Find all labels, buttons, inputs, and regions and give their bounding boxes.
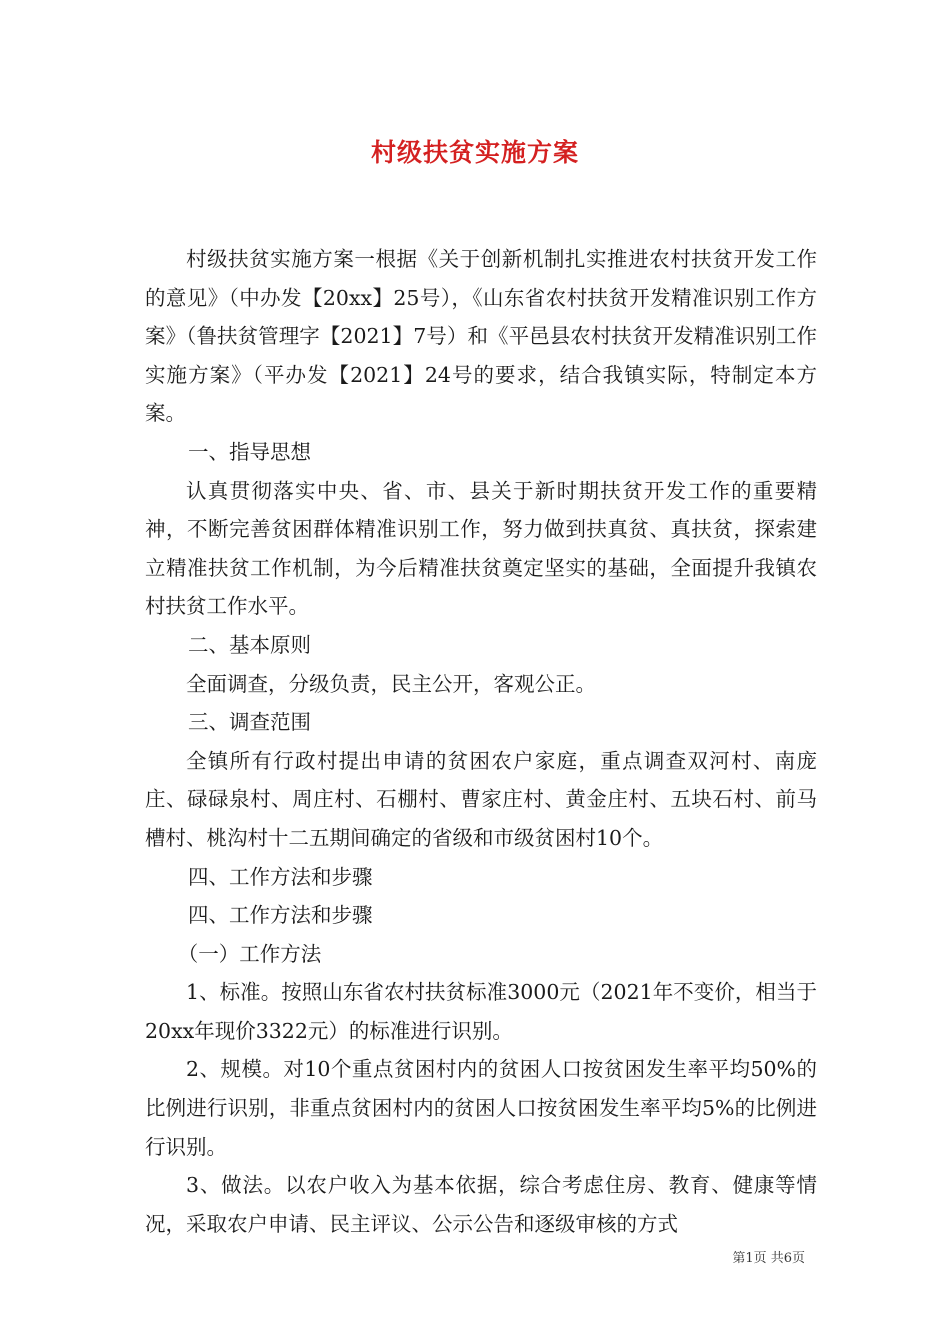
subsection-heading-work-methods: （一）工作方法 [177, 941, 322, 966]
paragraph-survey-scope: 全镇所有行政村提出申请的贫困农户家庭，重点调查双河村、南庞庄、碌碌泉村、周庄村、石棚村、曹家庄村、黄金庄村、五块石村、前马槽村、桃沟村十二五期间确定的省级和市级贫困村10个。 [145, 748, 817, 850]
paragraph-standard: 1、标准。按照山东省农村扶贫标准3000元（2021年不变价，相当于20xx年现价3322元）的标准进行识别。 [145, 980, 817, 1043]
section-heading-basic-principles: 二、基本原则 [188, 632, 312, 657]
page-number: 第1页 共6页 [732, 1251, 805, 1266]
intro-paragraph: 村级扶贫实施方案一根据《关于创新机制扎实推进农村扶贫开发工作的意见》（中办发【20xx】25号），《山东省农村扶贫开发精准识别工作方案》（鲁扶贫管理字【2021】7号）和《平邑县农村扶贫开发精准识别工作实施方案》（平办发【2021】24号的要求，结合我镇实际，特制定本方案。 [145, 247, 817, 426]
paragraph-basic-principles: 全面调查，分级负责，民主公开，客观公正。 [186, 671, 596, 696]
paragraph-scale: 2、规模。对10个重点贫困村内的贫困人口按贫困发生率平均50%的比例进行识别，非重点贫困村内的贫困人口按贫困发生率平均5%的比例进行识别。 [145, 1057, 817, 1159]
paragraph-guiding-ideology: 认真贯彻落实中央、省、市、县关于新时期扶贫开发工作的重要精神，不断完善贫困群体精准识别工作，努力做到扶真贫、真扶贫，探索建立精准扶贫工作机制，为今后精准扶贫奠定坚实的基础，全面提升我镇农村扶贫工作水平。 [145, 478, 817, 619]
section-heading-methods-steps: 四、工作方法和步骤 [188, 864, 373, 889]
document-body [145, 240, 817, 1243]
section-heading-survey-scope: 三、调查范围 [188, 710, 312, 735]
section-heading-methods-steps-repeat: 四、工作方法和步骤 [188, 903, 373, 928]
paragraph-approach: 3、做法。以农户收入为基本依据，综合考虑住房、教育、健康等情况，采取农户申请、民主评议、公示公告和逐级审核的方式 [145, 1173, 817, 1236]
section-heading-guiding-ideology: 一、指导思想 [188, 439, 312, 464]
document-title: 村级扶贫实施方案 [370, 138, 579, 167]
